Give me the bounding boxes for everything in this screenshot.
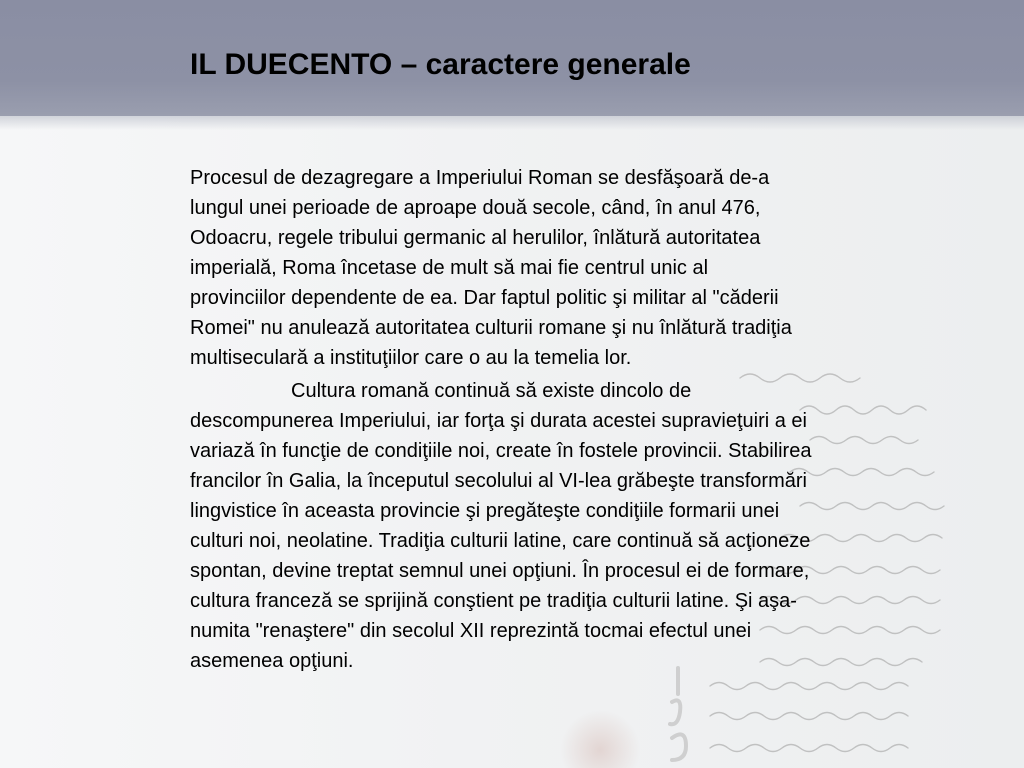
text-line: spontan, devine treptat semnul unei opţiuni. În procesul ei de formare,	[190, 560, 810, 582]
text-line: culturi noi, neolatine. Tradiţia culturii latine, care continuă să acţioneze	[190, 530, 811, 552]
text-line: lingvistice în aceasta provincie şi pregăteşte condiţiile formarii unei	[190, 500, 780, 522]
header-shadow	[0, 116, 1024, 130]
text-line: francilor în Galia, la începutul secolului al VI-lea grăbeşte transformări	[190, 470, 807, 492]
text-line: Cultura romană continuă să existe dincolo de	[291, 380, 692, 402]
paragraph-2	[190, 376, 990, 676]
text-line: variază în funcţie de condiţiile noi, create în fostele provincii. Stabilirea	[190, 440, 812, 462]
text-line: multiseculară a instituţiilor care o au la temelia lor.	[190, 347, 632, 369]
text-line: asemenea opţiuni.	[190, 650, 354, 672]
text-line: Romei" nu anulează autoritatea culturii romane şi nu înlătură tradiţia	[190, 317, 792, 339]
text-line: Odoacru, regele tribului germanic al herulilor, înlătură autoritatea	[190, 227, 761, 249]
text-line: provinciilor dependente de ea. Dar faptul politic şi militar al "căderii	[190, 287, 779, 309]
slide-title: IL DUECENTO – caractere generale	[190, 48, 691, 81]
text-line: Procesul de dezagregare a Imperiului Roman se desfăşoară de-a	[190, 167, 770, 189]
text-line: cultura franceză se sprijină conştient pe tradiţia culturii latine. Şi aşa-	[190, 590, 797, 612]
slide-body	[190, 163, 990, 676]
paragraph-1	[190, 163, 990, 373]
text-line: descompunerea Imperiului, iar forţa şi durata acestei supravieţuiri a ei	[190, 410, 807, 432]
text-line: lungul unei perioade de aproape două secole, când, în anul 476,	[190, 197, 761, 219]
text-line: numita "renaştere" din secolul XII reprezintă tocmai efectul unei	[190, 620, 752, 642]
text-line: imperială, Roma încetase de mult să mai fie centrul unic al	[190, 257, 709, 279]
